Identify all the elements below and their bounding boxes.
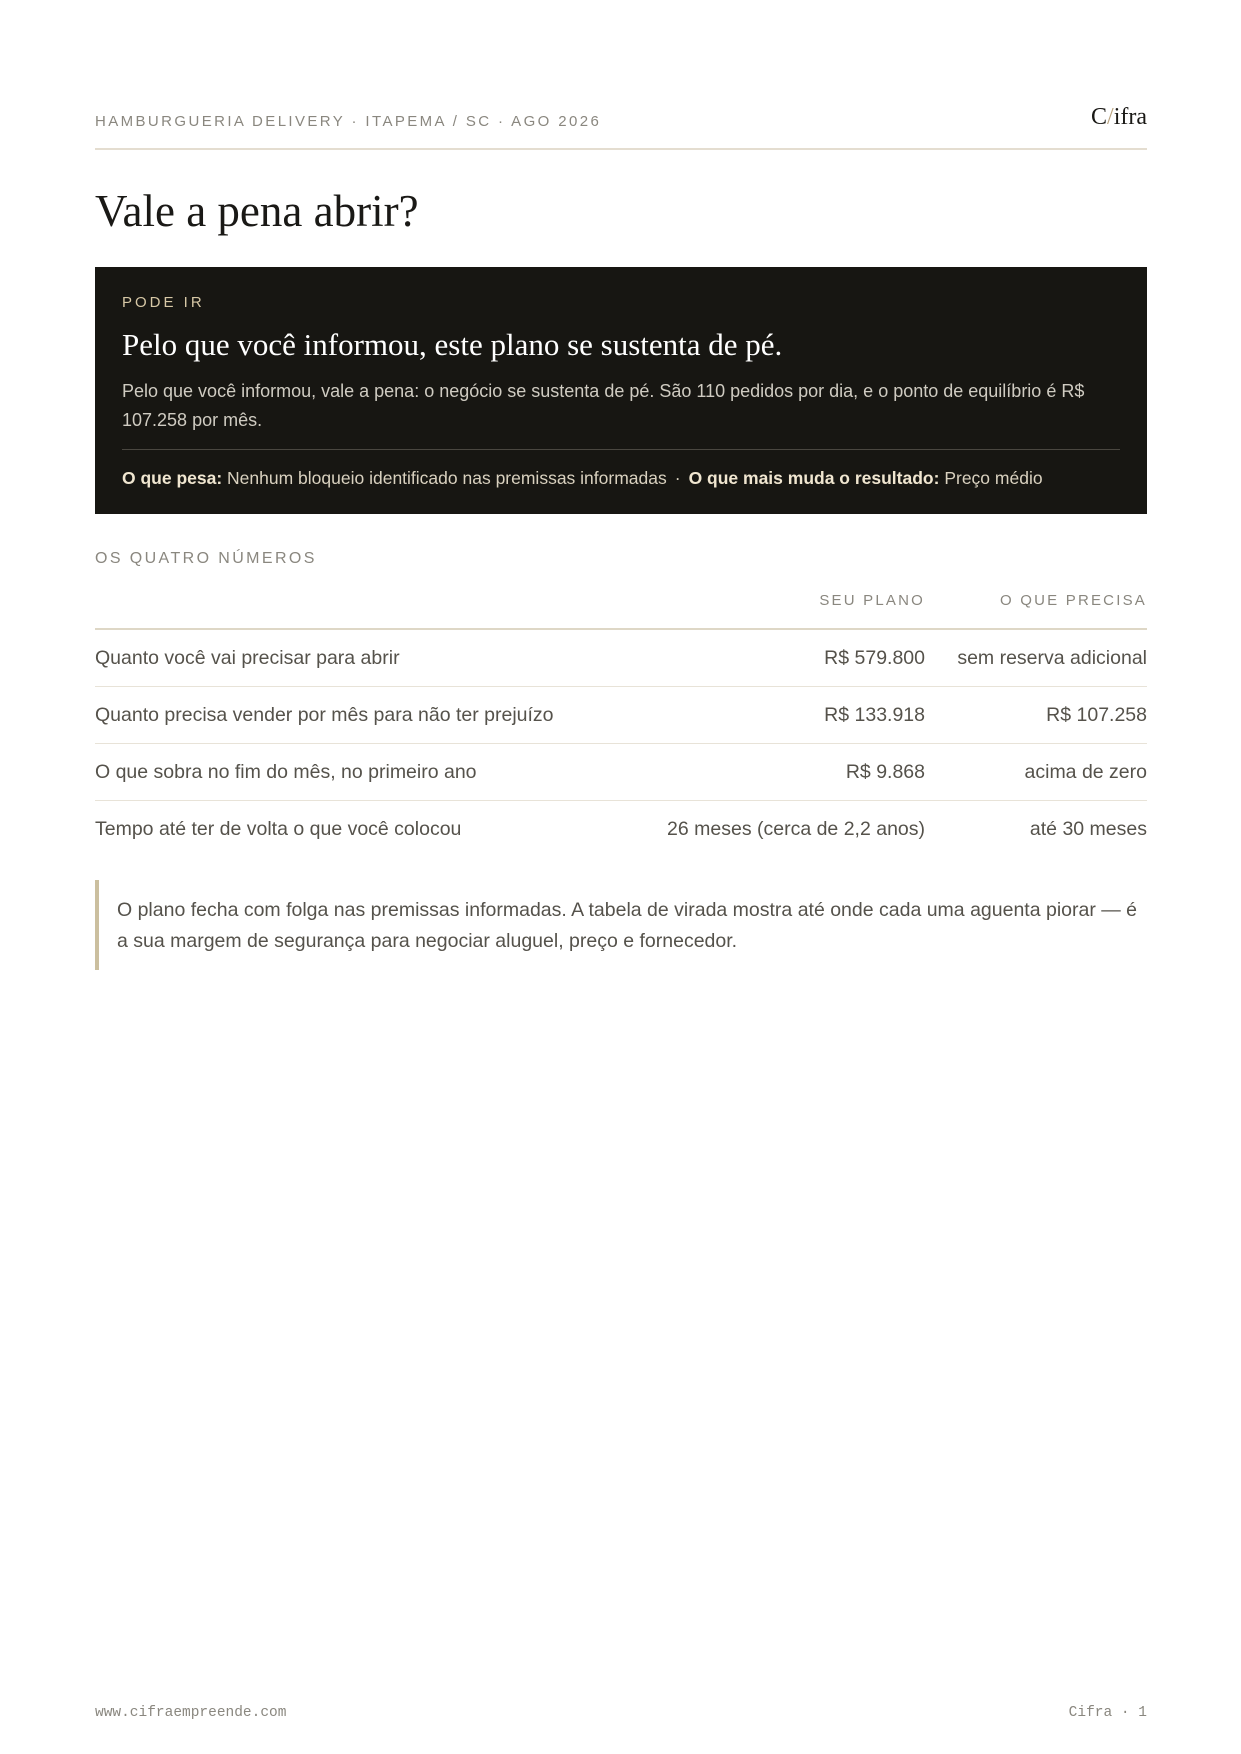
row-label: Quanto precisa vender por mês para não ter prejuízo	[95, 687, 625, 744]
brand-logo	[1091, 104, 1147, 131]
changes-value: Preço médio	[944, 468, 1043, 488]
weighs-label: O que pesa:	[122, 468, 223, 488]
table-row	[95, 687, 1147, 744]
verdict-summary	[122, 466, 1122, 490]
row-plan-value: R$ 9.868	[625, 744, 925, 801]
brand-rest: ifra	[1113, 104, 1147, 130]
row-need-value: acima de zero	[925, 744, 1147, 801]
brand-letter: C	[1091, 104, 1108, 130]
row-plan-value: 26 meses (cerca de 2,2 anos)	[667, 817, 925, 840]
page-title: Vale a pena abrir?	[95, 186, 419, 236]
table-header-row	[95, 588, 1147, 629]
callout-text: O plano fecha com folga nas premissas informadas. A tabela de virada mostra até onde cada uma aguenta piorar — é a sua margem de segurança para negociar aluguel, preço e fornecedor.	[117, 899, 1138, 952]
summary-separator: ·	[674, 468, 681, 488]
row-need-value: R$ 107.258	[925, 687, 1147, 744]
verdict-card	[95, 267, 1147, 514]
changes-label: O que mais muda o resultado:	[688, 468, 940, 488]
brand-slash: /	[1107, 104, 1114, 130]
column-header-plan: SEU PLANO	[625, 588, 925, 629]
row-plan-value: R$ 133.918	[625, 687, 925, 744]
row-plan-value: R$ 579.800	[625, 629, 925, 687]
footer-url[interactable]: www.cifraempreende.com	[95, 1705, 287, 1721]
verdict-tag: PODE IR	[122, 294, 205, 311]
header-meta: HAMBURGUERIA DELIVERY · ITAPEMA / SC · AGO 2026	[95, 113, 602, 130]
verdict-heading: Pelo que você informou, este plano se sustenta de pé.	[122, 327, 783, 362]
verdict-divider	[122, 449, 1120, 450]
page-header	[95, 100, 1147, 150]
column-header-label	[95, 588, 625, 629]
table-row	[95, 801, 1147, 858]
table-row	[95, 629, 1147, 687]
weighs-value: Nenhum bloqueio identificado nas premissas informadas	[227, 468, 667, 488]
row-need-value: até 30 meses	[1029, 817, 1147, 840]
row-label: Quanto você vai precisar para abrir	[95, 629, 625, 687]
callout-note	[95, 880, 1147, 970]
row-need-value: sem reserva adicional	[925, 629, 1147, 687]
numbers-table	[95, 588, 1147, 857]
row-label: O que sobra no fim do mês, no primeiro ano	[95, 744, 625, 801]
section-label: OS QUATRO NÚMEROS	[95, 550, 317, 567]
footer-page-number: Cifra · 1	[1068, 1705, 1147, 1721]
column-header-need: O QUE PRECISA	[925, 588, 1147, 629]
verdict-body: Pelo que você informou, vale a pena: o negócio se sustenta de pé. São 110 pedidos por dia, e o ponto de equilíbrio é R$ 107.258 por mês.	[122, 381, 1085, 430]
row-label: Tempo até ter de volta o que você colocou	[95, 817, 462, 840]
table-row	[95, 744, 1147, 801]
